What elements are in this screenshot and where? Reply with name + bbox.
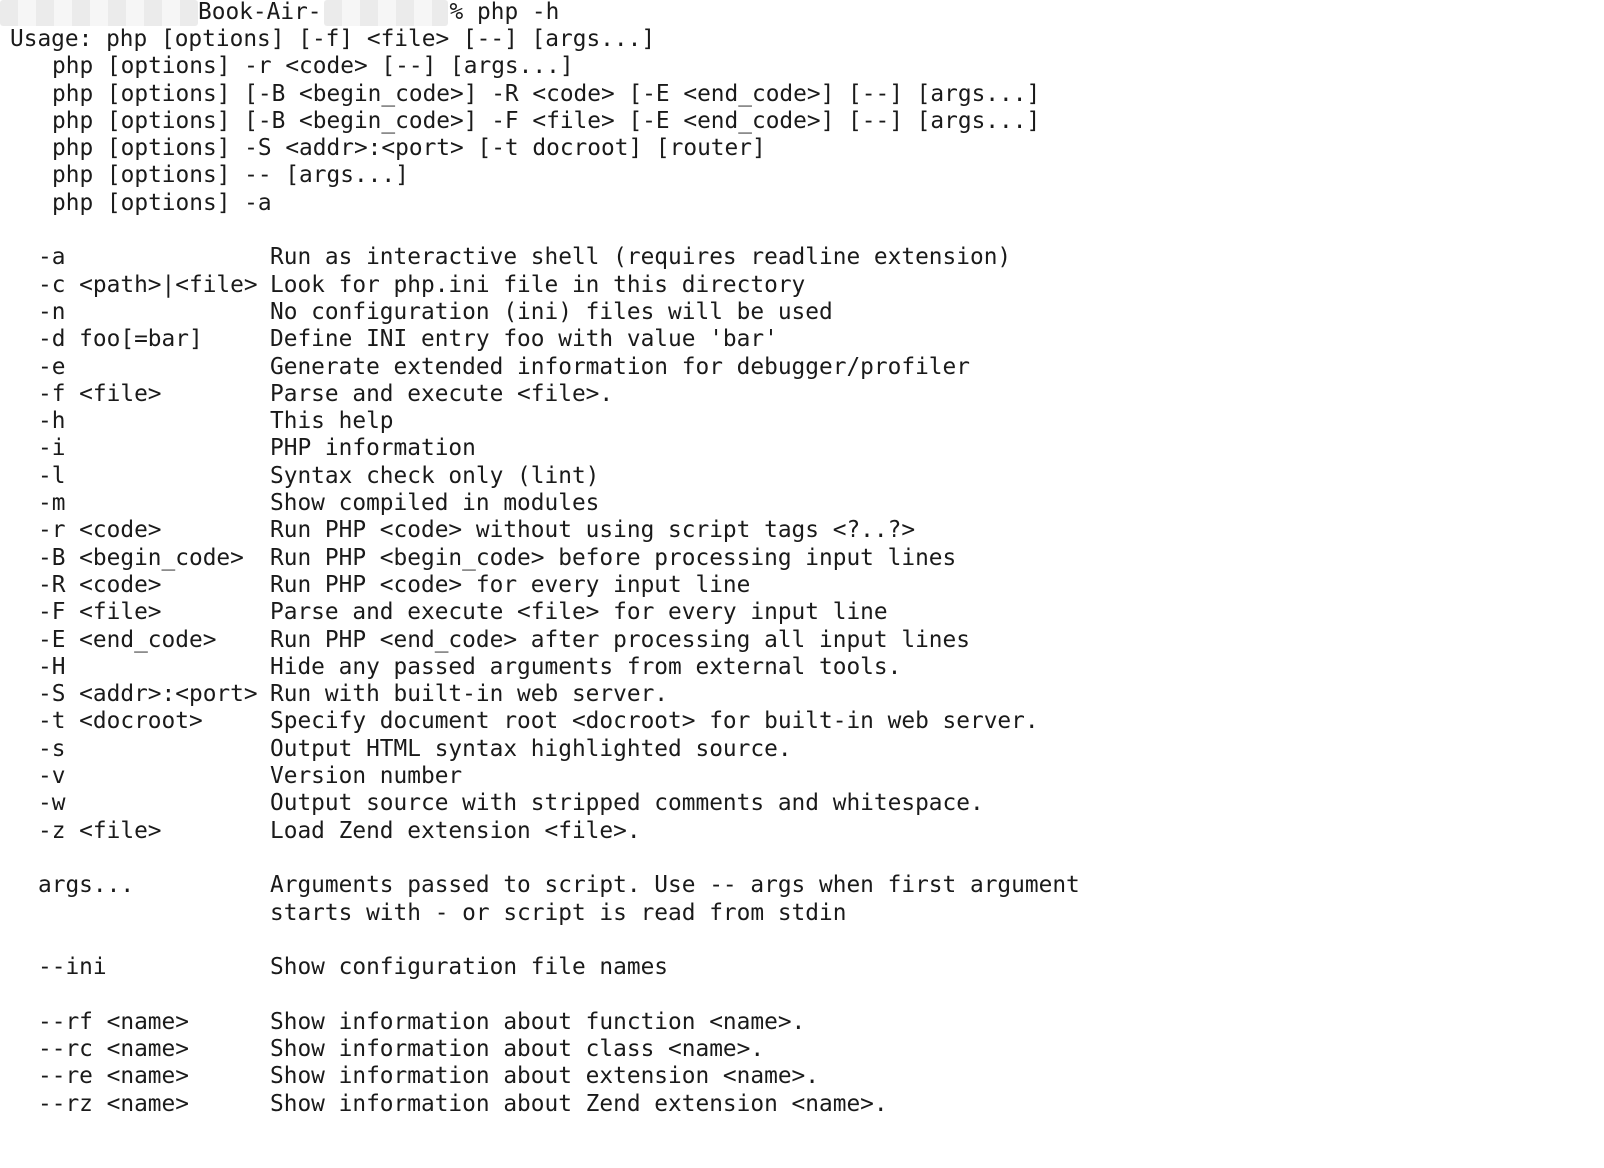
- option-flag: -w: [38, 790, 66, 817]
- redacted-username: [0, 0, 198, 26]
- blank-line: [10, 981, 1080, 1008]
- option-row: [10, 545, 1080, 572]
- option-flag: -S <addr>:<port>: [38, 681, 258, 708]
- blank-line: [10, 845, 1080, 872]
- usage-line: php [options] -S <addr>:<port> [-t docroot] [router]: [52, 135, 766, 162]
- option-flag: -f <file>: [38, 380, 162, 407]
- usage-line: php [options] [-B <begin_code>] -F <file> [-E <end_code>] [--] [args...]: [52, 107, 1041, 134]
- option-row: [10, 572, 1080, 599]
- option-desc: Run PHP <code> without using script tags <?..?>: [270, 517, 916, 544]
- option-flag: --ini: [38, 954, 107, 981]
- option-desc: PHP information: [270, 435, 476, 462]
- prompt-symbol: %: [449, 0, 464, 25]
- option-desc: This help: [270, 408, 394, 435]
- option-flag: -e: [38, 353, 66, 380]
- option-row: [10, 627, 1080, 654]
- usage-line: php [options] -a: [52, 189, 272, 216]
- option-desc: Hide any passed arguments from external tools.: [270, 653, 902, 680]
- option-row: [10, 818, 1080, 845]
- blank-line: [10, 217, 1080, 244]
- option-row: [10, 736, 1080, 763]
- option-desc: Run as interactive shell (requires readline extension): [270, 244, 1012, 271]
- option-row: [10, 354, 1080, 381]
- option-flag: -n: [38, 298, 66, 325]
- option-desc: Output source with stripped comments and whitespace.: [270, 790, 984, 817]
- usage-line: php [options] -r <code> [--] [args...]: [52, 53, 574, 80]
- option-row: [10, 463, 1080, 490]
- args-row-continued: [10, 900, 1080, 927]
- option-flag: -a: [38, 244, 66, 271]
- info-option-row: [10, 1036, 1080, 1063]
- terminal-output: [10, 0, 1080, 1118]
- option-flag: -t <docroot>: [38, 708, 203, 735]
- option-desc: No configuration (ini) files will be used: [270, 298, 833, 325]
- option-flag: -i: [38, 435, 66, 462]
- option-desc: Arguments passed to script. Use -- args when first argument: [270, 872, 1080, 899]
- option-flag: -s: [38, 735, 66, 762]
- option-desc: Show information about extension <name>.: [270, 1063, 819, 1090]
- option-row: [10, 408, 1080, 435]
- option-flag: -l: [38, 462, 66, 489]
- option-desc: Generate extended information for debugger/profiler: [270, 353, 970, 380]
- option-flag: -d foo[=bar]: [38, 326, 203, 353]
- option-desc: Show information about Zend extension <name>.: [270, 1090, 888, 1117]
- option-desc: Define INI entry foo with value 'bar': [270, 326, 778, 353]
- option-desc: Run PHP <begin_code> before processing input lines: [270, 544, 957, 571]
- option-row: [10, 763, 1080, 790]
- option-row: [10, 299, 1080, 326]
- option-desc: Syntax check only (lint): [270, 462, 600, 489]
- blank-line: [10, 927, 1080, 954]
- option-flag: --rf <name>: [38, 1008, 189, 1035]
- option-flag: -B <begin_code>: [38, 544, 244, 571]
- option-desc: Version number: [270, 763, 463, 790]
- option-row: [10, 790, 1080, 817]
- option-desc: Show information about class <name>.: [270, 1035, 765, 1062]
- option-flag: -H: [38, 653, 66, 680]
- option-row: [10, 517, 1080, 544]
- redacted-hostname: [324, 0, 448, 26]
- option-desc: Show configuration file names: [270, 954, 669, 981]
- option-flag: --re <name>: [38, 1063, 189, 1090]
- usage-line: php [options] -- [args...]: [52, 162, 409, 189]
- option-row: [10, 708, 1080, 735]
- option-desc: Run PHP <end_code> after processing all input lines: [270, 626, 970, 653]
- option-row: [10, 326, 1080, 353]
- option-flag: -E <end_code>: [38, 626, 217, 653]
- prompt-host: Book-Air-: [198, 0, 322, 25]
- option-desc: Output HTML syntax highlighted source.: [270, 735, 792, 762]
- option-desc: Parse and execute <file> for every input line: [270, 599, 888, 626]
- option-desc: Load Zend extension <file>.: [270, 817, 641, 844]
- option-flag: --rz <name>: [38, 1090, 189, 1117]
- info-option-row: [10, 1063, 1080, 1090]
- prompt-command: php -h: [477, 0, 560, 25]
- option-flag: -z <file>: [38, 817, 162, 844]
- args-row: [10, 872, 1080, 899]
- info-option-row: [10, 1009, 1080, 1036]
- option-flag-empty: [10, 900, 270, 927]
- option-flag: args...: [38, 872, 135, 899]
- option-flag: -v: [38, 763, 66, 790]
- option-row: [10, 272, 1080, 299]
- usage-line: Usage: php [options] [-f] <file> [--] [args...]: [10, 26, 656, 52]
- option-desc: Parse and execute <file>.: [270, 380, 614, 407]
- info-option-row: [10, 1091, 1080, 1118]
- option-row: [10, 681, 1080, 708]
- option-flag: -F <file>: [38, 599, 162, 626]
- option-desc: Look for php.ini file in this directory: [270, 271, 806, 298]
- option-desc: Specify document root <docroot> for built-in web server.: [270, 708, 1039, 735]
- option-flag: -c <path>|<file>: [38, 271, 258, 298]
- option-flag: -h: [38, 408, 66, 435]
- option-desc: Run with built-in web server.: [270, 681, 669, 708]
- option-flag: -R <code>: [38, 571, 162, 598]
- ini-row: [10, 954, 1080, 981]
- usage-line: php [options] [-B <begin_code>] -R <code> [-E <end_code>] [--] [args...]: [52, 80, 1041, 107]
- option-row: [10, 654, 1080, 681]
- option-desc: starts with - or script is read from stdin: [270, 899, 847, 926]
- option-row: [10, 490, 1080, 517]
- option-desc: Show information about function <name>.: [270, 1008, 806, 1035]
- option-row: [10, 244, 1080, 271]
- option-row: [10, 435, 1080, 462]
- option-desc: Show compiled in modules: [270, 490, 600, 517]
- option-row: [10, 599, 1080, 626]
- prompt-line: [0, 0, 559, 26]
- option-flag: -m: [38, 490, 66, 517]
- option-flag: -r <code>: [38, 517, 162, 544]
- option-row: [10, 381, 1080, 408]
- option-desc: Run PHP <code> for every input line: [270, 571, 751, 598]
- option-flag: --rc <name>: [38, 1035, 189, 1062]
